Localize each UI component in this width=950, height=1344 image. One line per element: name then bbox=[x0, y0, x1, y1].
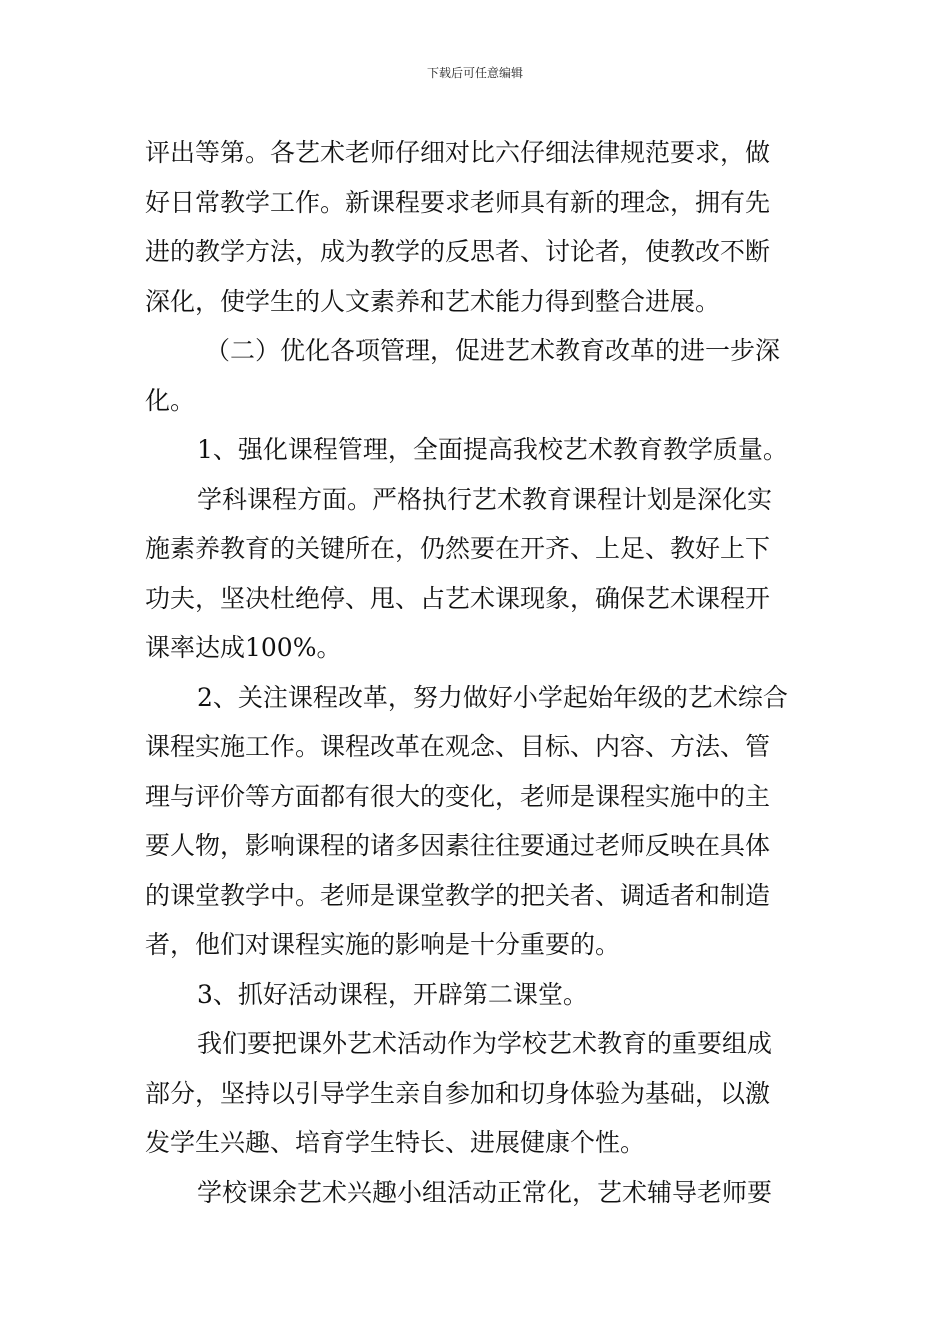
text-line: 部分，坚持以引导学生亲自参加和切身体验为基础，以激 bbox=[145, 1078, 771, 1108]
text-line: 评出等第。各艺术老师仔细对比六仔细法律规范要求，做 bbox=[145, 138, 771, 167]
text-line: 发学生兴趣、培育学生特长、进展健康个性。 bbox=[145, 1128, 646, 1157]
text-line: 课程实施工作。课程改革在观念、目标、内容、方法、管 bbox=[145, 732, 771, 761]
text-line: 化。 bbox=[145, 385, 196, 415]
text-line: 进的教学方法，成为教学的反思者、讨论者，使教改不断 bbox=[145, 237, 771, 266]
text-line: 课率达成100%。 bbox=[145, 633, 342, 662]
text-line: 学校课余艺术兴趣小组活动正常化，艺术辅导老师要 bbox=[197, 1177, 773, 1207]
text-line: 的课堂教学中。老师是课堂教学的把关者、调适者和制造 bbox=[145, 880, 771, 910]
subsection-heading: 1、强化课程管理，全面提高我校艺术教育教学质量。 bbox=[197, 435, 788, 464]
text-line: 好日常教学工作。新课程要求老师具有新的理念，拥有先 bbox=[145, 187, 771, 217]
text-line: 者，他们对课程实施的影响是十分重要的。 bbox=[145, 930, 621, 959]
text-line: 要人物，影响课程的诸多因素往往要通过老师反映在具体 bbox=[145, 831, 771, 860]
text-line: 理与评价等方面都有很大的变化，老师是课程实施中的主 bbox=[145, 781, 771, 811]
text-line: 深化，使学生的人文素养和艺术能力得到整合进展。 bbox=[145, 286, 721, 316]
text-line: 学科课程方面。严格执行艺术教育课程计划是深化实 bbox=[197, 484, 773, 514]
subsection-heading: 2、关注课程改革，努力做好小学起始年级的艺术综合 bbox=[197, 682, 788, 712]
subsection-heading: 3、抓好活动课程，开辟第二课堂。 bbox=[197, 979, 588, 1009]
document-body bbox=[145, 128, 807, 1217]
text-line: 功夫，坚决杜绝停、甩、占艺术课现象，确保艺术课程开 bbox=[145, 583, 771, 613]
section-heading: （二）优化各项管理，促进艺术教育改革的进一步深 bbox=[205, 336, 781, 365]
text-line: 我们要把课外艺术活动作为学校艺术教育的重要组成 bbox=[197, 1029, 773, 1058]
text-line: 施素养教育的关键所在，仍然要在开齐、上足、教好上下 bbox=[145, 534, 771, 563]
page-header: 下载后可任意编辑 bbox=[426, 66, 523, 80]
